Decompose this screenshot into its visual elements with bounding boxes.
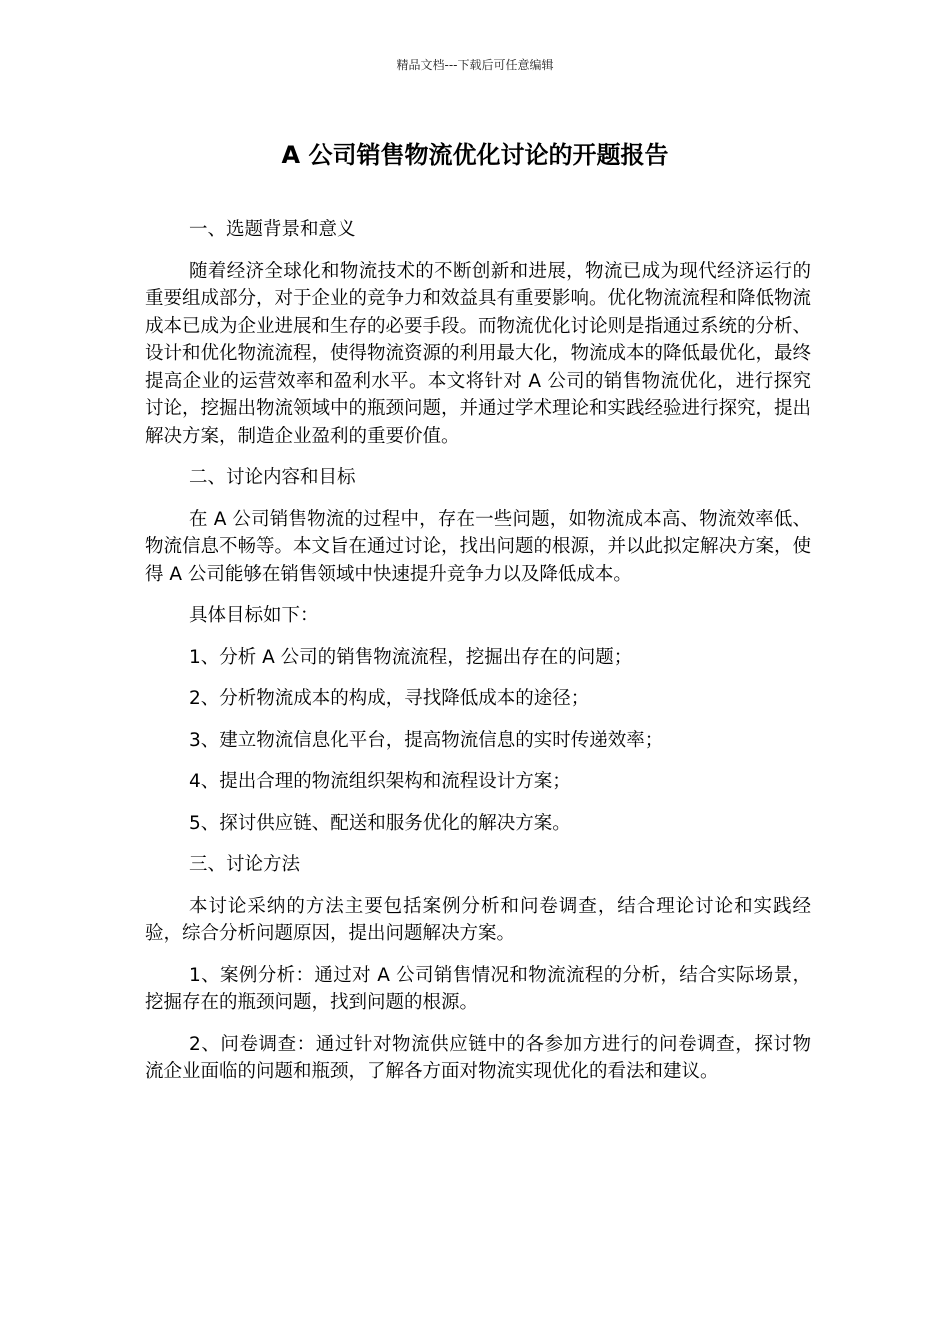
method-item: 2、问卷调查：通过针对物流供应链中的各参加方进行的问卷调查，探讨物流企业面临的问题和瓶颈，了解各方面对物流实现优化的看法和建议。 (145, 1033, 811, 1082)
section-heading-content-goals: 二、讨论内容和目标 (189, 467, 356, 488)
goal-item: 2、分析物流成本的构成，寻找降低成本的途径； (189, 688, 590, 709)
paragraph-background: 随着经济全球化和物流技术的不断创新和进展，物流已成为现代经济运行的重要组成部分，对于企业的竞争力和效益具有重要影响。优化物流流程和降低物流成本已成为企业进展和生存的必要手段。而物流优化讨论则是指通过系统的分析、设计和优化物流流程，使得物流资源的利用最大化，物流成本的降低最优化，最终提高企业的运营效率和盈利水平。本文将针对 A 公司的销售物流优化，进行探究讨论，挖掘出物流领域中的瓶颈问题，并通过学术理论和实践经验进行探究，提出解决方案，制造企业盈利的重要价值。 (145, 260, 812, 447)
document-body (145, 216, 811, 1100)
goal-item: 4、提出合理的物流组织架构和流程设计方案； (189, 771, 571, 792)
method-item: 1、案例分析：通过对 A 公司销售情况和物流流程的分析，结合实际场景，挖掘存在的瓶颈问题，找到问题的根源。 (145, 964, 811, 1013)
goals-intro: 具体目标如下： (189, 605, 319, 626)
goal-item: 1、分析 A 公司的销售物流流程，挖掘出存在的问题； (189, 646, 633, 668)
goal-item: 5、探讨供应链、配送和服务优化的解决方案。 (189, 812, 571, 834)
goal-item: 3、建立物流信息化平台，提高物流信息的实时传递效率； (189, 729, 664, 751)
header-note: 精品文档---下载后可任意编辑 (396, 58, 554, 72)
paragraph-methods: 本讨论采纳的方法主要包括案例分析和问卷调查，结合理论讨论和实践经验，综合分析问题原因，提出问题解决方案。 (145, 895, 811, 944)
document-title: A 公司销售物流优化讨论的开题报告 (281, 141, 669, 169)
section-heading-background: 一、选题背景和意义 (189, 219, 356, 240)
paragraph-content: 在 A 公司销售物流的过程中，存在一些问题，如物流成本高、物流效率低、物流信息不畅等。本文旨在通过讨论，找出问题的根源，并以此拟定解决方案，使得 A 公司能够在销售领域中快速提升竞争力以及降低成本。 (145, 508, 812, 585)
section-heading-methods: 三、讨论方法 (189, 854, 301, 875)
